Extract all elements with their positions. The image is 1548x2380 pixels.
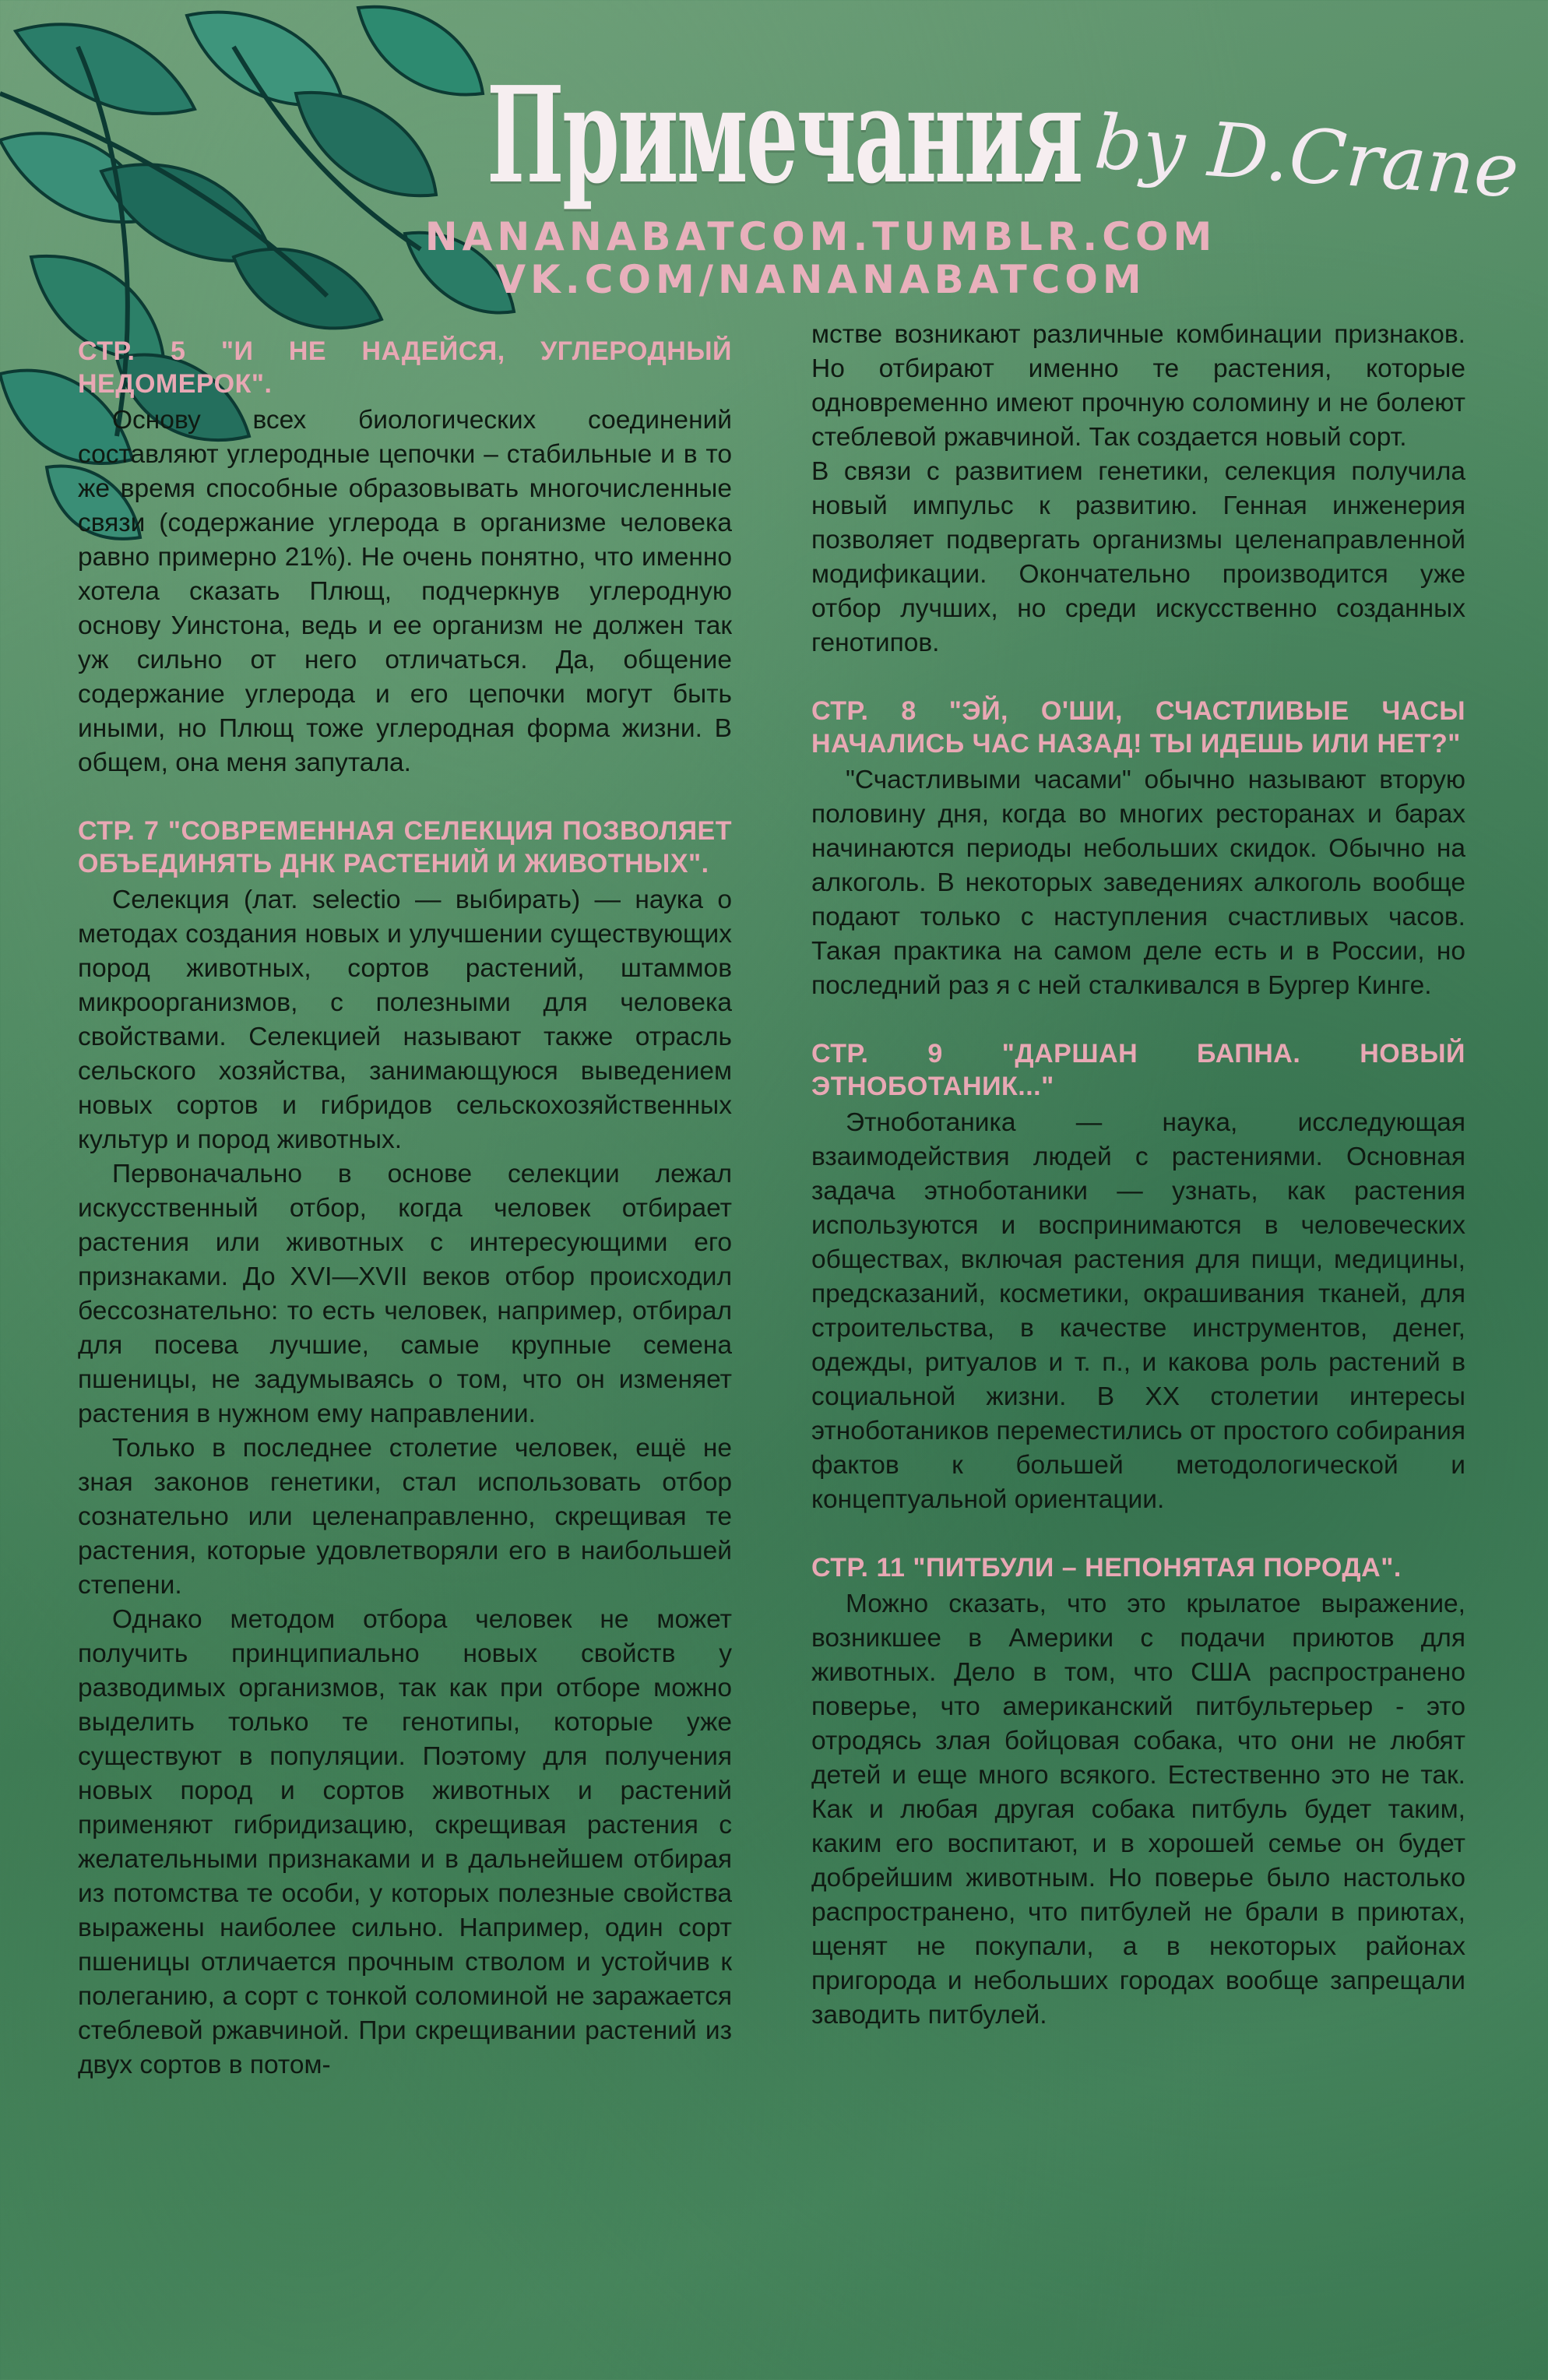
- note-heading: СТР. 11 "ПИТБУЛИ – НЕПОНЯТАЯ ПОРОДА".: [811, 1553, 1402, 1583]
- note-heading: СТР. 8 "ЭЙ, О'ШИ, СЧАСТЛИВЫЕ ЧАСЫ НАЧАЛИСЬ ЧАС НАЗАД! ТЫ ИДЕШЬ ИЛИ НЕТ?": [811, 696, 1465, 759]
- note-paragraph: Только в последнее столетие человек, ещё не зная законов генетики, стал использовать отбор сознательно или целенаправленно, скрещивая те растения, которые удовлетворяли его в наибольшей степени.: [78, 1434, 732, 1600]
- author-byline: by D.Crane: [1092, 98, 1522, 215]
- note-section: [811, 695, 1465, 1003]
- note-heading: СТР. 9 "ДАРШАН БАПНА. НОВЫЙ ЭТНОБОТАНИК...": [811, 1039, 1465, 1101]
- note-section: [811, 1037, 1465, 1517]
- note-paragraph: Этноботаника — наука, исследующая взаимодействия людей с растениями. Основная задача этноботаники — узнать, как растения используются и воспринимаются в человеческих обществах, включая растения для пищи, медицины, предсказаний, косметики, окрашивания тканей, для строительства, в качестве инструментов, денег, одежды, ритуалов и т. п., и какова роль растений в социальной жизни. В XX столетии интересы этноботаников переместились от простого собирания фактов к большей методологической и концептуальной ориентации.: [811, 1108, 1465, 1514]
- note-paragraph: Однако методом отбора человек не может получить принципиально новых свойств у разводимых организмов, так как при отборе можно выделить только те генотипы, которые уже существуют в популяции. Поэтому для получения новых пород и сортов животных и растений применяют гибридизацию, скрещивая растения с желательными признаками и в дальнейшем отбирая из потомства те особи, у которых полезные свойства выражены наиболее сильно. Например, один сорт пшеницы отличается прочным стволом и устойчив к полеганию, а сорт с тонкой соломиной не заражается стеблевой ржавчиной. При скрещивании растений из двух сортов в потом-: [78, 1605, 732, 2079]
- note-paragraph: Селекция (лат. selectio — выбирать) — наука о методах создания новых и улучшении существующих пород животных, сортов растений, штаммов микроорганизмов, с полезными для человека свойствами. Селекцией называют также отрасль сельского хозяйства, занимающуюся выведением новых сортов и гибридов сельскохозяйственных культур и пород животных.: [78, 885, 732, 1154]
- note-paragraph: "Счастливыми часами" обычно называют вторую половину дня, когда во многих ресторанах и барах начинаются периоды небольших скидок. Обычно на алкоголь. В некоторых заведениях алкоголь вообще подают только с наступления счастливых часов. Такая практика на самом деле есть и в России, но последний раз я с ней сталкивался в Бургер Кинге.: [811, 766, 1465, 1000]
- header: [0, 31, 1548, 343]
- note-section: [78, 335, 732, 780]
- note-paragraph: мстве возникают различные комбинации признаков. Но отбирают именно те растения, которые одновременно имеют прочную соломину и не болеют стеблевой ржавчиной. Так создается новый сорт.: [811, 320, 1465, 452]
- page-title: Примечания: [487, 58, 1082, 213]
- tumblr-link[interactable]: NANANABATCOM.TUMBLR.COM: [424, 214, 1217, 259]
- note-section: [811, 318, 1465, 660]
- note-heading: СТР. 5 "И НЕ НАДЕЙСЯ, УГЛЕРОДНЫЙ НЕДОМЕРОК".: [78, 336, 732, 399]
- note-paragraph: Основу всех биологических соединений составляют углеродные цепочки – стабильные и в то же время способные образовывать многочисленные связи (содержание углерода в организме человека равно примерно 21%). Не очень понятно, что именно хотела сказать Плющ, подчеркнув углеродную основу Уинстона, ведь и ее организм не должен так уж сильно от него отличаться. Да, общение содержание углерода и его цепочки могут быть иными, но Плющ тоже углеродная форма жизни. В общем, она меня запутала.: [78, 406, 732, 777]
- note-paragraph: Первоначально в основе селекции лежал искусственный отбор, когда человек отбирает растения или животных с интересующими его признаками. До XVI—XVII веков отбор происходил бессознательно: то есть человек, например, отбирал для посева лучшие, самые крупные семена пшеницы, не задумываясь о том, что он изменяет растения в нужном ему направлении.: [78, 1160, 732, 1428]
- left-column: [78, 335, 732, 2117]
- note-paragraph: Можно сказать, что это крылатое выражение, возникшее в Америки с подачи приютов для животных. Дело в том, что США распространено поверье, что американский питбультерьер - это отродясь злая бойцовая собака, что они не любят детей и еще много всякого. Естественно это не так. Как и любая другая собака питбуль будет таким, каким его воспитают, и в хорошей семье он будет добрейшим животным. Но поверье было настолько распространено, что питбулей не брали в приютах, щенят не покупали, а в некоторых районах пригорода и небольших городах вообще запрещали заводить питбулей.: [811, 1590, 1465, 2030]
- note-heading: СТР. 7 "СОВРЕМЕННАЯ СЕЛЕКЦИЯ ПОЗВОЛЯЕТ ОБЪЕДИНЯТЬ ДНК РАСТЕНИЙ И ЖИВОТНЫХ".: [78, 816, 732, 878]
- right-column: [811, 318, 1465, 2067]
- note-paragraph: В связи с развитием генетики, селекция получила новый импульс к развитию. Генная инженерия позволяет подвергать организмы целенаправленной модификации. Окончательно производится уже отбор лучших, но среди искусственно созданных генотипов.: [811, 457, 1465, 657]
- note-section: [78, 815, 732, 2082]
- note-section: [811, 1551, 1465, 2033]
- vk-link[interactable]: VK.COM/NANANABATCOM: [495, 257, 1146, 302]
